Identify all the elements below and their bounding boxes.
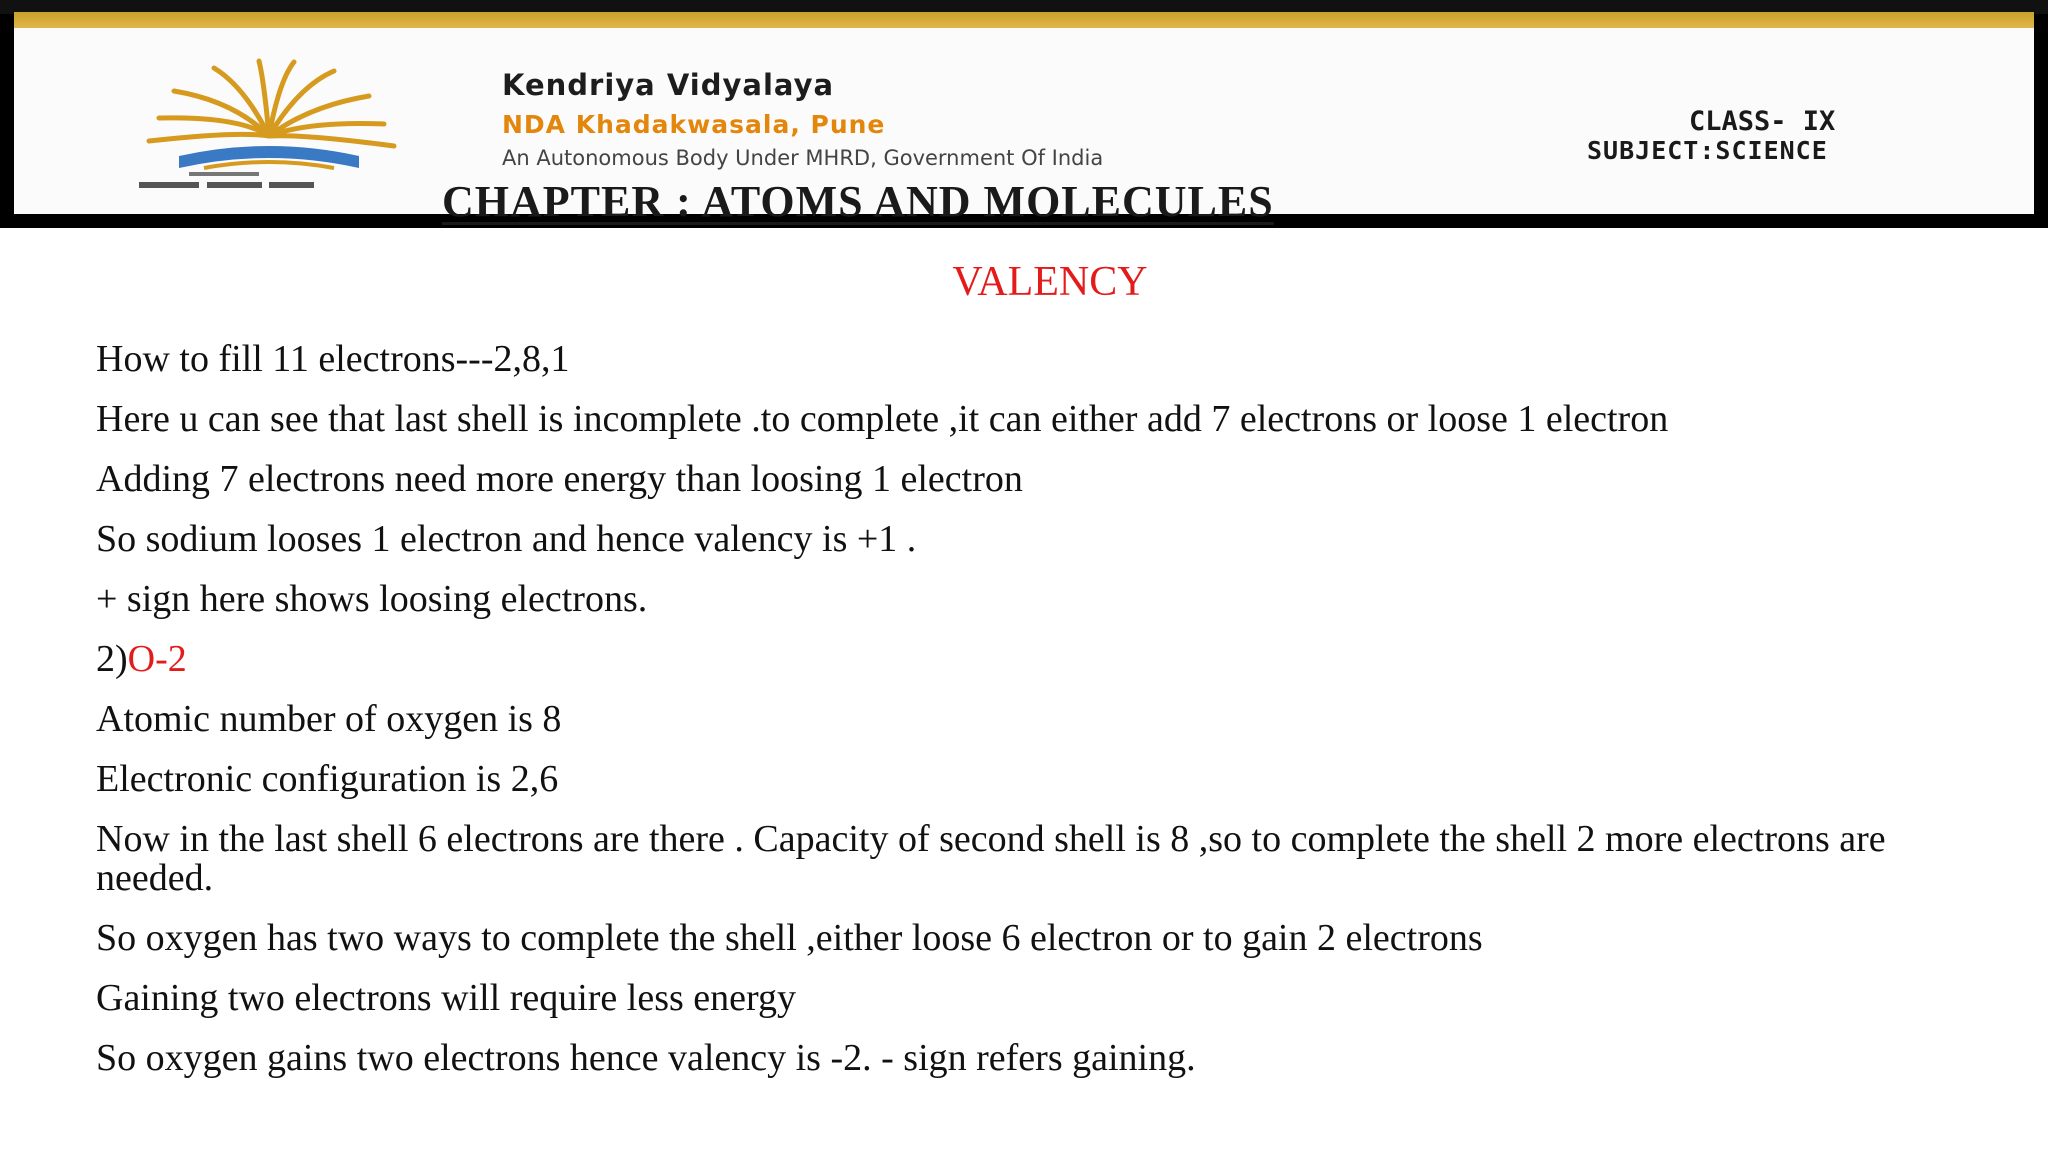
content-line: Now in the last shell 6 electrons are there . Capacity of second shell is 8 ,so to complete the shell 2 more electrons are needed. [96,818,1886,899]
content-line: So sodium looses 1 electron and hence valency is +1 . [96,518,917,560]
org-description: An Autonomous Body Under MHRD, Government Of India [502,146,1104,170]
subject-label: SUBJECT:SCIENCE [1587,136,1828,165]
content-line: + sign here shows loosing electrons. [96,578,648,620]
content-line: So oxygen has two ways to complete the shell ,either loose 6 electron or to gain 2 electrons [96,917,1483,959]
content-line: Adding 7 electrons need more energy than loosing 1 electron [96,458,1023,500]
slide-content [96,340,1976,1099]
content-line: Here u can see that last shell is incomplete .to complete ,it can either add 7 electrons or loose 1 electron [96,398,1669,440]
header-banner [0,0,2048,228]
class-label: CLASS- IX [1689,106,1836,137]
content-line: Gaining two electrons will require less energy [96,977,796,1019]
banner-gold-bar [14,12,2034,28]
slide-title: VALENCY [952,259,1148,305]
example-label: O-2 [127,638,187,680]
org-location: NDA Khadakwasala, Pune [502,110,886,139]
kendriya-vidyalaya-logo-icon [119,56,419,206]
chapter-title: CHAPTER : ATOMS AND MOLECULES [442,177,1274,226]
banner-panel [14,28,2034,226]
content-line: How to fill 11 electrons---2,8,1 [96,338,570,380]
content-line: Electronic configuration is 2,6 [96,758,559,800]
example-heading [96,640,1976,679]
org-name: Kendriya Vidyalaya [502,68,835,102]
content-line: Atomic number of oxygen is 8 [96,698,562,740]
content-line: So oxygen gains two electrons hence valency is -2. - sign refers gaining. [96,1037,1196,1079]
example-number: 2) [96,638,128,680]
